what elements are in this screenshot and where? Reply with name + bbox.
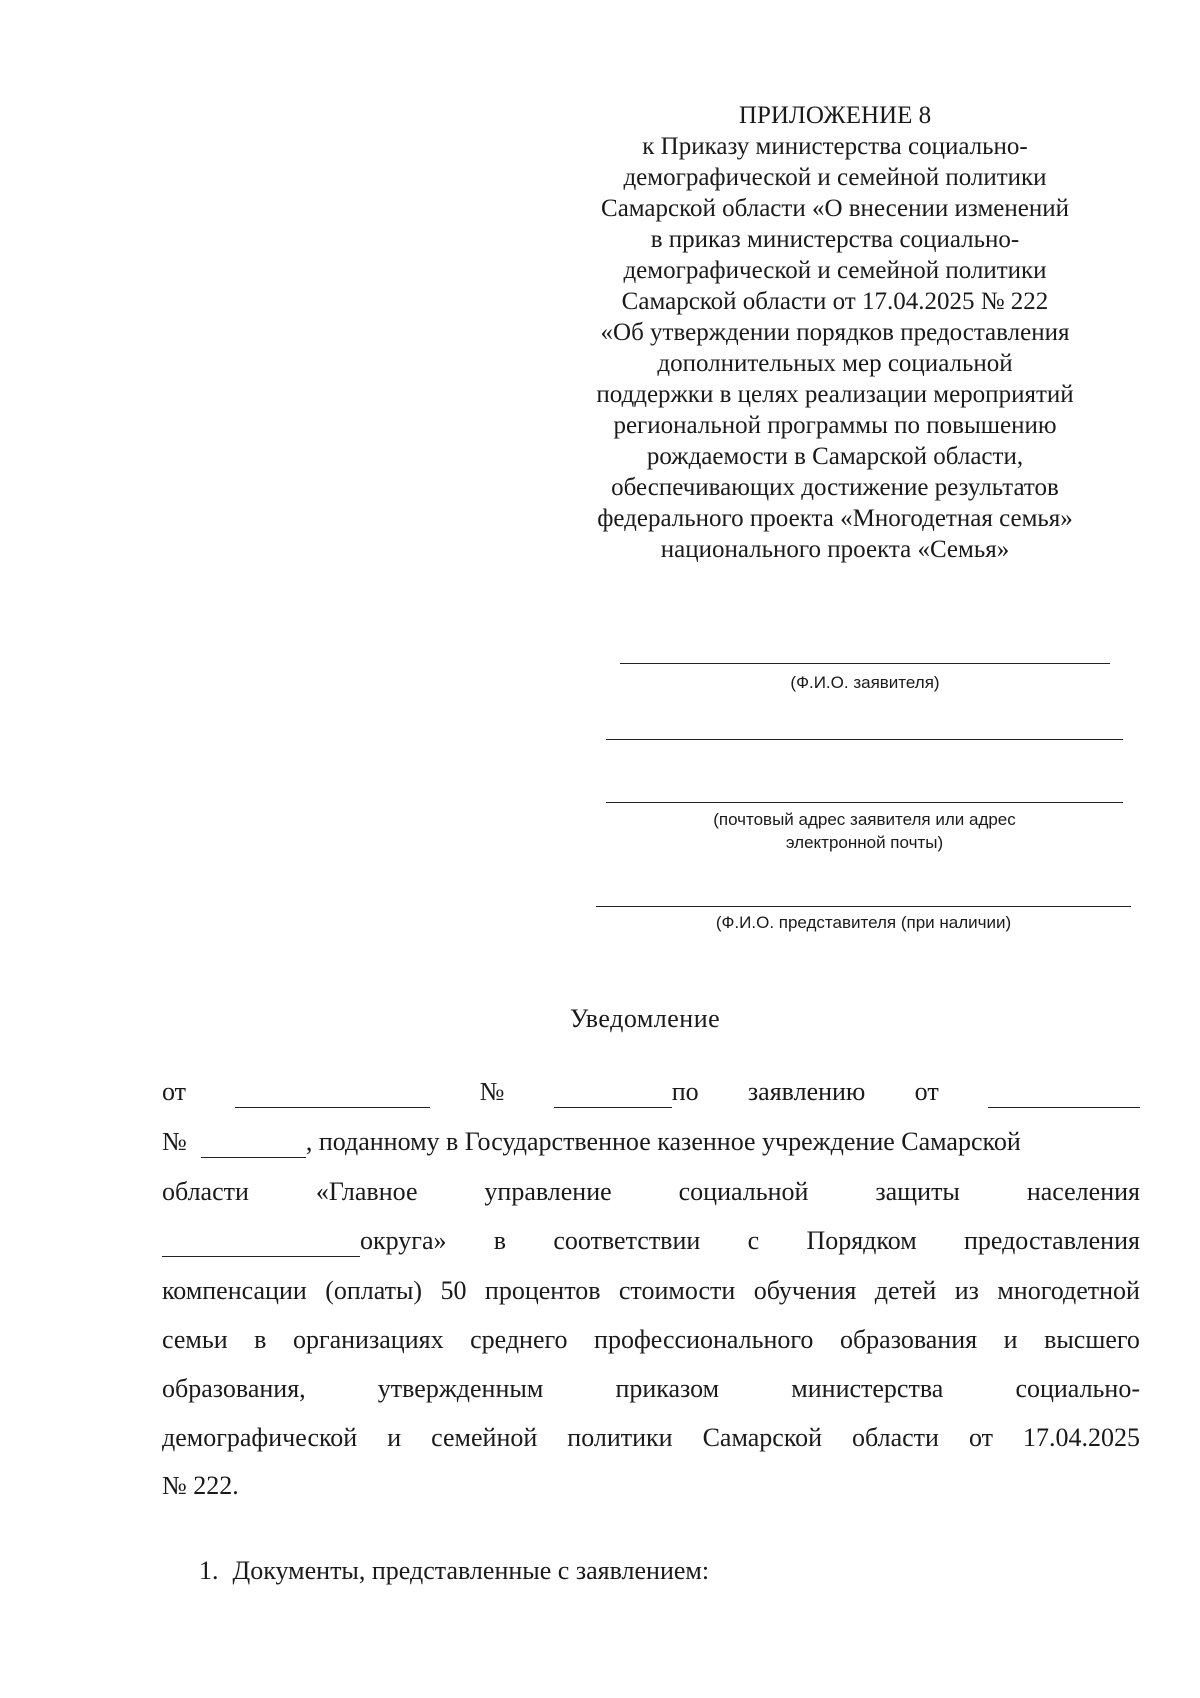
body-word: приказом xyxy=(615,1374,720,1403)
appendix-line: Самарской области от 17.04.2025 № 222 xyxy=(621,288,1049,315)
appendix-line: к Приказу министерства социально- xyxy=(642,133,1028,160)
appendix-line: демографической и семейной политики xyxy=(623,257,1047,284)
body-word: соответствии xyxy=(553,1226,701,1255)
body-word: Порядком xyxy=(806,1226,917,1255)
representative-name-line[interactable] xyxy=(596,906,1131,907)
application-date-blank[interactable] xyxy=(988,1083,1140,1108)
body-line-8 xyxy=(162,1420,1140,1454)
body-word: области xyxy=(852,1423,939,1452)
body-line-7 xyxy=(162,1371,1140,1405)
body-word: области xyxy=(162,1177,249,1206)
body-word: образования, xyxy=(162,1374,306,1403)
application-number-blank[interactable] xyxy=(201,1133,306,1158)
appendix-line: федерального проекта «Многодетная семья» xyxy=(597,505,1073,532)
appendix-header xyxy=(555,100,1115,565)
body-word: 17.04.2025 xyxy=(1023,1423,1140,1452)
body-word: организациях xyxy=(292,1325,444,1354)
notice-date-blank[interactable] xyxy=(235,1083,430,1108)
body-word: социально- xyxy=(1015,1374,1140,1403)
district-name-blank[interactable] xyxy=(162,1232,360,1257)
word-from: от xyxy=(914,1077,939,1106)
body-word: утвержденным xyxy=(377,1374,544,1403)
body-word: семейной xyxy=(431,1423,538,1452)
appendix-line: дополнительных мер социальной xyxy=(657,350,1013,377)
district-group xyxy=(162,1225,447,1257)
body-line-1 xyxy=(162,1074,1140,1108)
word-from: от xyxy=(162,1077,187,1106)
appendix-line: «Об утверждении порядков предоставления xyxy=(600,319,1070,346)
body-word: с xyxy=(747,1226,760,1255)
body-word: (оплаты) xyxy=(325,1276,423,1305)
appendix-line: в приказ министерства социально- xyxy=(650,226,1020,253)
body-word: семьи xyxy=(162,1325,228,1354)
body-word: министерства xyxy=(791,1374,944,1403)
body-word: детей xyxy=(874,1276,937,1305)
notification-title: Уведомление xyxy=(569,1004,721,1033)
body-word: стоимости xyxy=(618,1276,736,1305)
appendix-title: ПРИЛОЖЕНИЕ 8 xyxy=(738,102,932,129)
body-word: демографической xyxy=(162,1423,358,1452)
applicant-name-caption: (Ф.И.О. заявителя) xyxy=(790,673,940,692)
body-word: из xyxy=(954,1276,979,1305)
list-item xyxy=(199,1555,709,1587)
body-word: управление xyxy=(484,1177,612,1206)
appendix-line: обеспечивающих достижение результатов xyxy=(611,474,1059,501)
body-word: компенсации xyxy=(162,1276,307,1305)
notice-number-group xyxy=(554,1076,699,1108)
body-line-4 xyxy=(162,1223,1140,1257)
body-word: в xyxy=(254,1325,267,1354)
body-word: и xyxy=(1003,1325,1018,1354)
body-word: среднего xyxy=(470,1325,568,1354)
applicant-address-caption xyxy=(606,808,1123,854)
number-sign: № xyxy=(162,1127,187,1156)
body-word: и xyxy=(387,1423,402,1452)
body-word: социальной xyxy=(678,1177,809,1206)
number-sign: № xyxy=(479,1077,505,1106)
body-line-3 xyxy=(162,1174,1140,1208)
body-word: населения xyxy=(1026,1177,1140,1206)
body-word: в xyxy=(493,1226,507,1255)
applicant-name-line[interactable] xyxy=(620,663,1110,664)
representative-caption: (Ф.И.О. представителя (при наличии) xyxy=(715,913,1012,932)
appendix-line: национального проекта «Семья» xyxy=(660,536,1010,563)
list-item-text: Документы, представленные с заявлением: xyxy=(232,1556,710,1585)
body-word: 50 xyxy=(440,1276,467,1305)
word-by: по xyxy=(671,1077,699,1106)
body-line-9 xyxy=(162,1468,1140,1502)
appendix-line: поддержки в целях реализации мероприятий xyxy=(596,381,1074,408)
word-application: заявлению xyxy=(747,1077,866,1106)
body-word: многодетной xyxy=(997,1276,1140,1305)
applicant-address-line-2[interactable] xyxy=(606,802,1123,803)
body-line-2 xyxy=(162,1124,1140,1158)
notice-number-blank[interactable] xyxy=(554,1083,672,1108)
body-line-6 xyxy=(162,1322,1140,1356)
body-word: обучения xyxy=(753,1276,857,1305)
body-word: политики xyxy=(567,1423,673,1452)
body-word: защиты xyxy=(875,1177,960,1206)
order-number: № 222. xyxy=(162,1471,239,1500)
appendix-line: демографической и семейной политики xyxy=(623,164,1047,191)
applicant-address-line-1[interactable] xyxy=(606,739,1123,740)
address-caption-line: электронной почты) xyxy=(785,833,944,852)
body-word: округа» xyxy=(360,1226,447,1255)
appendix-line: Самарской области «О внесении изменений xyxy=(601,195,1069,222)
body-word: профессионального xyxy=(594,1325,814,1354)
body-word: высшего xyxy=(1044,1325,1140,1354)
body-line-5 xyxy=(162,1273,1140,1307)
list-item-number: 1. xyxy=(199,1556,219,1585)
body-word: образования xyxy=(839,1325,978,1354)
appendix-line: рождаемости в Самарской области, xyxy=(646,443,1024,470)
appendix-line: региональной программы по повышению xyxy=(613,412,1057,439)
address-caption-line: (почтовый адрес заявителя или адрес xyxy=(713,810,1016,829)
body-word: Самарской xyxy=(702,1423,823,1452)
body-word: предоставления xyxy=(963,1226,1140,1255)
body-word: процентов xyxy=(484,1276,601,1305)
body-word: от xyxy=(968,1423,993,1452)
body-word: «Главное xyxy=(315,1177,418,1206)
body-text: , поданному в Государственное казенное учреждение Самарской xyxy=(305,1127,1021,1156)
